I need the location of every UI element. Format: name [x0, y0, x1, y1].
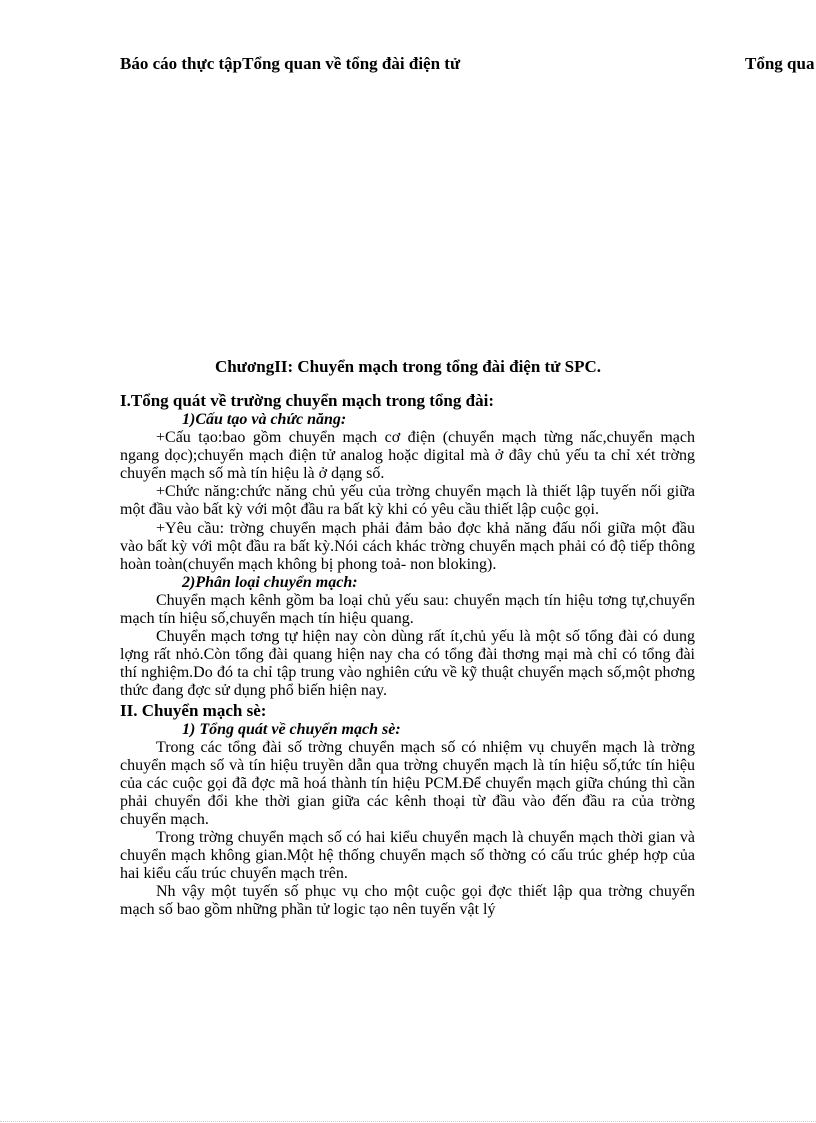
paragraph: Chuyển mạch kênh gồm ba loại chủ yếu sau: chuyển mạch tín hiệu tơng tự,chuyển mạch tín hiệu số,chuyển mạch tín hiệu quang. — [120, 591, 695, 628]
subsection-heading-classification: 2)Phân loại chuyển mạch: — [182, 573, 358, 591]
chapter-title: ChươngII: Chuyển mạch trong tổng đài điện tử SPC. — [214, 357, 602, 376]
paragraph: Trong trờng chuyển mạch số có hai kiểu chuyển mạch là chuyển mạch thời gian và chuyển mạch không gian.Một hệ thống chuyển mạch số thờng có cấu trúc ghép hợp của hai kiểu cấu trúc chuyển mạch trên. — [120, 829, 695, 883]
page-bottom-divider — [0, 1121, 816, 1122]
running-header-left: Báo cáo thực tậpTổng quan về tổng đài điện tử — [120, 54, 461, 73]
paragraph: Chuyển mạch tơng tự hiện nay còn dùng rất ít,chủ yếu là một số tổng đài có dung lợng rất nhỏ.Còn tổng đài quang hiện nay cha có tổng đài thơng mại mà chỉ có tổng đài thí nghiệm.Do đó ta chỉ tập trung vào nghiên cứu về kỹ thuật chuyển mạch số,một phơng thức đang đợc sử dụng phổ biến hiện nay. — [120, 628, 695, 700]
section-heading-2: II. Chuyển mạch sè: — [120, 700, 267, 720]
paragraph: Trong các tổng đài số trờng chuyển mạch số có nhiệm vụ chuyển mạch là trờng chuyển mạch số và tín hiệu truyền dẫn qua trờng chuyển mạch là tín hiệu số,tức tín hiệu của các cuộc gọi đã đợc mã hoá thành tín hiệu PCM.Để chuyển mạch giữa chúng thì cần phải chuyển đổi khe thời gian giữa các kênh thoại từ đầu vào đến đầu ra của trờng chuyển mạch. — [120, 738, 695, 828]
subsection-heading-overview: 1) Tổng quát về chuyển mạch sè: — [182, 720, 401, 738]
paragraph: +Chức năng:chức năng chủ yếu của trờng chuyển mạch là thiết lập tuyến nối giữa một đầu vào bất kỳ với một đầu ra bất kỳ khi có yêu cầu thiết lập cuộc gọi. — [120, 483, 695, 519]
section-heading-1: I.Tổng quát về trường chuyển mạch trong tổng đài: — [120, 391, 494, 410]
document-body — [120, 391, 695, 920]
paragraph: Nh vậy một tuyến số phục vụ cho một cuộc gọi đợc thiết lập qua trờng chuyển mạch số bao gồm những phần tử logic tạo nên tuyến vật lý — [120, 883, 695, 919]
paragraph: +Yêu cầu: trờng chuyển mạch phải đảm bảo đợc khả năng đấu nối giữa một đầu vào bất kỳ với một đầu ra bất kỳ.Nói cách khác trờng chuyển mạch phải có độ tiếp thông hoàn toàn(chuyển mạch không bị phong toả- non bloking). — [120, 519, 695, 573]
subsection-heading-structure: 1)Cấu tạo và chức năng: — [182, 411, 347, 428]
paragraph: +Cấu tạo:bao gồm chuyển mạch cơ điện (chuyển mạch từng nấc,chuyển mạch ngang dọc);chuyển mạch điện tử analog hoặc digital mà ở đây chủ yếu ta chỉ xét trờng chuyển mạch số mà tín hiệu là ở dạng số. — [120, 429, 695, 483]
running-header-right: Tổng qua — [745, 54, 815, 73]
